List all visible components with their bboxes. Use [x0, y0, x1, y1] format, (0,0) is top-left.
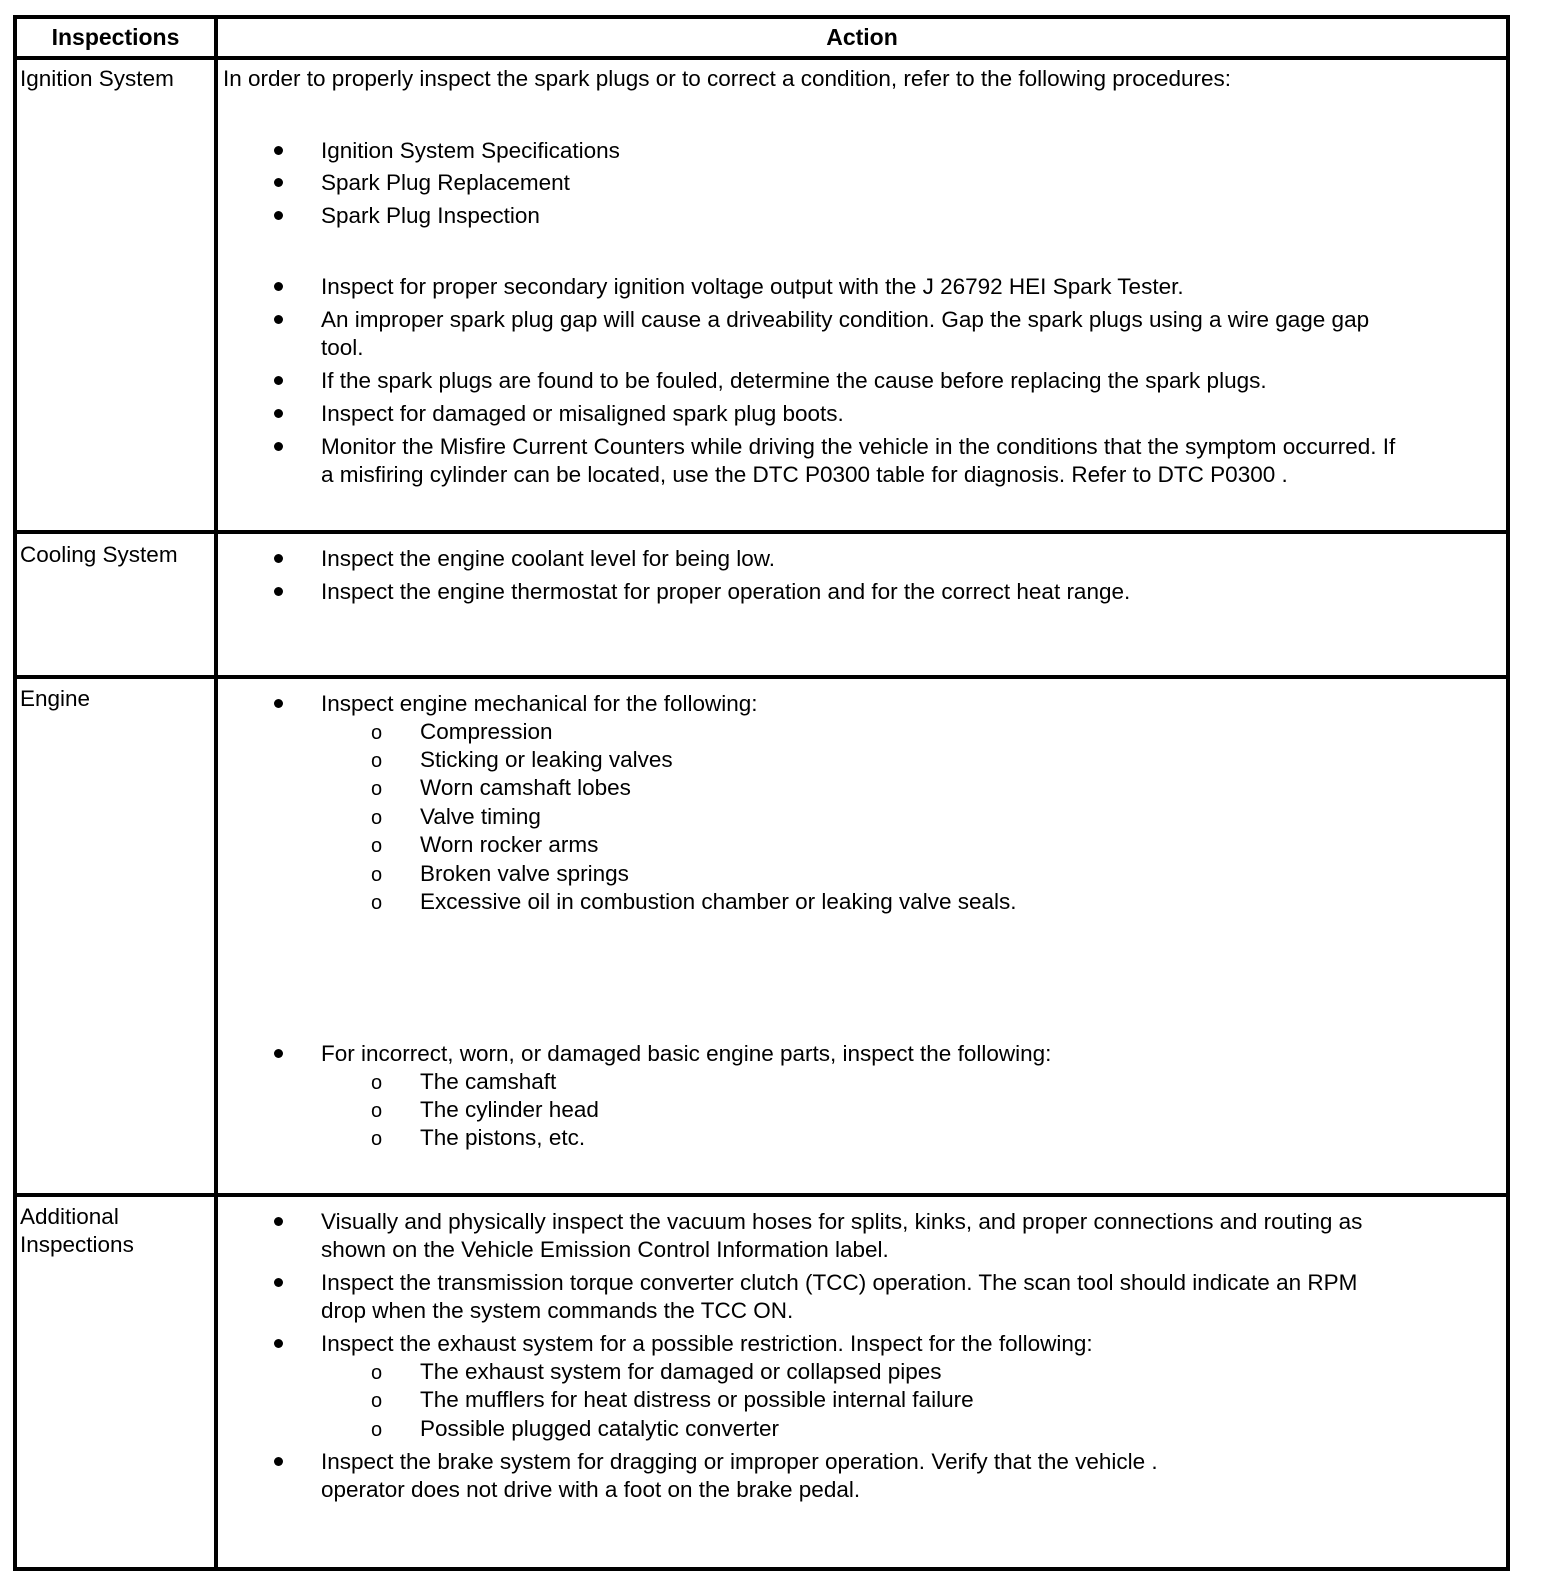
bullet-icon — [274, 178, 283, 187]
procedure-link[interactable]: Spark Plug Inspection — [321, 203, 540, 228]
row-label-additional: Additional — [20, 1204, 119, 1229]
bullet-icon — [274, 554, 283, 563]
sub-item: Valve timing — [420, 804, 541, 829]
sub-bullet-icon: o — [371, 1419, 383, 1441]
row-divider — [13, 675, 1510, 679]
sub-item: The exhaust system for damaged or collapsed pipes — [420, 1359, 942, 1384]
bullet-icon — [274, 1457, 283, 1466]
sub-item: Excessive oil in combustion chamber or leaking valve seals. — [420, 889, 1017, 914]
header-inspections: Inspections — [51, 24, 180, 50]
sub-bullet-icon: o — [371, 864, 383, 886]
row-divider — [13, 1193, 1510, 1197]
sub-bullet-icon: o — [371, 1362, 383, 1384]
row-label-engine: Engine — [20, 686, 91, 711]
list-item: Inspect for proper secondary ignition voltage output with the J 26792 HEI Spark Tester. — [321, 274, 1184, 299]
sub-bullet-icon: o — [371, 892, 383, 914]
bullet-icon — [274, 699, 283, 708]
column-divider — [214, 15, 218, 1571]
row-label-ignition: Ignition System — [20, 66, 174, 91]
sub-bullet-icon: o — [371, 1390, 383, 1412]
sub-item: The cylinder head — [420, 1097, 599, 1122]
bullet-icon — [274, 146, 283, 155]
ignition-intro: In order to properly inspect the spark plugs or to correct a condition, refer to the following procedures: — [223, 66, 1232, 91]
bullet-icon — [274, 442, 283, 451]
sub-bullet-icon: o — [371, 778, 383, 800]
list-item: Inspect the engine thermostat for proper operation and for the correct heat range. — [321, 579, 1131, 604]
header-divider — [13, 56, 1510, 60]
sub-item: Worn camshaft lobes — [420, 775, 631, 800]
bullet-icon — [274, 211, 283, 220]
sub-bullet-icon: o — [371, 807, 383, 829]
list-item: Inspect the exhaust system for a possible restriction. Inspect for the following: — [321, 1331, 1093, 1356]
bullet-icon — [274, 1278, 283, 1287]
list-item: Inspect engine mechanical for the following: — [321, 691, 758, 716]
row-divider — [13, 530, 1510, 534]
sub-item: Broken valve springs — [420, 861, 629, 886]
sub-bullet-icon: o — [371, 1100, 383, 1122]
list-item: An improper spark plug gap will cause a driveability condition. Gap the spark plugs using a wire gage gap — [321, 307, 1370, 332]
list-item: Visually and physically inspect the vacuum hoses for splits, kinks, and proper connections and routing as — [321, 1209, 1363, 1234]
sub-bullet-icon: o — [371, 1128, 383, 1150]
sub-item: The pistons, etc. — [420, 1125, 586, 1150]
sub-item: Sticking or leaking valves — [420, 747, 673, 772]
row-label-additional-cont: Inspections — [20, 1232, 134, 1257]
list-item: For incorrect, worn, or damaged basic engine parts, inspect the following: — [321, 1041, 1052, 1066]
sub-bullet-icon: o — [371, 750, 383, 772]
list-item: Inspect the transmission torque converter clutch (TCC) operation. The scan tool should indicate an RPM — [321, 1270, 1358, 1295]
sub-bullet-icon: o — [371, 1072, 383, 1094]
list-item: If the spark plugs are found to be fouled, determine the cause before replacing the spark plugs. — [321, 368, 1267, 393]
list-item: Inspect for damaged or misaligned spark plug boots. — [321, 401, 844, 426]
bullet-icon — [274, 315, 283, 324]
procedure-link[interactable]: Spark Plug Replacement — [321, 170, 570, 195]
bullet-icon — [274, 1339, 283, 1348]
sub-bullet-icon: o — [371, 835, 383, 857]
bullet-icon — [274, 282, 283, 291]
list-item-cont: tool. — [321, 335, 364, 360]
list-item-cont: shown on the Vehicle Emission Control Information label. — [321, 1237, 889, 1262]
sub-item: The mufflers for heat distress or possible internal failure — [420, 1387, 974, 1412]
bullet-icon — [274, 1049, 283, 1058]
bullet-icon — [274, 376, 283, 385]
bullet-icon — [274, 409, 283, 418]
sub-item: Compression — [420, 719, 553, 744]
sub-item: Possible plugged catalytic converter — [420, 1416, 779, 1441]
list-item-cont: operator does not drive with a foot on the brake pedal. — [321, 1477, 861, 1502]
procedure-link[interactable]: Ignition System Specifications — [321, 138, 620, 163]
bullet-icon — [274, 587, 283, 596]
sub-item: The camshaft — [420, 1069, 557, 1094]
sub-item: Worn rocker arms — [420, 832, 599, 857]
header-action: Action — [826, 24, 898, 50]
row-label-cooling: Cooling System — [20, 542, 178, 567]
list-item: Monitor the Misfire Current Counters while driving the vehicle in the conditions that the symptom occurred. If — [321, 434, 1396, 459]
bullet-icon — [274, 1217, 283, 1226]
list-item-cont: a misfiring cylinder can be located, use the DTC P0300 table for diagnosis. Refer to DTC P0300 . — [321, 462, 1288, 487]
sub-bullet-icon: o — [371, 722, 383, 744]
list-item: Inspect the engine coolant level for being low. — [321, 546, 776, 571]
list-item-cont: drop when the system commands the TCC ON. — [321, 1298, 794, 1323]
list-item: Inspect the brake system for dragging or improper operation. Verify that the vehicle . — [321, 1449, 1158, 1474]
